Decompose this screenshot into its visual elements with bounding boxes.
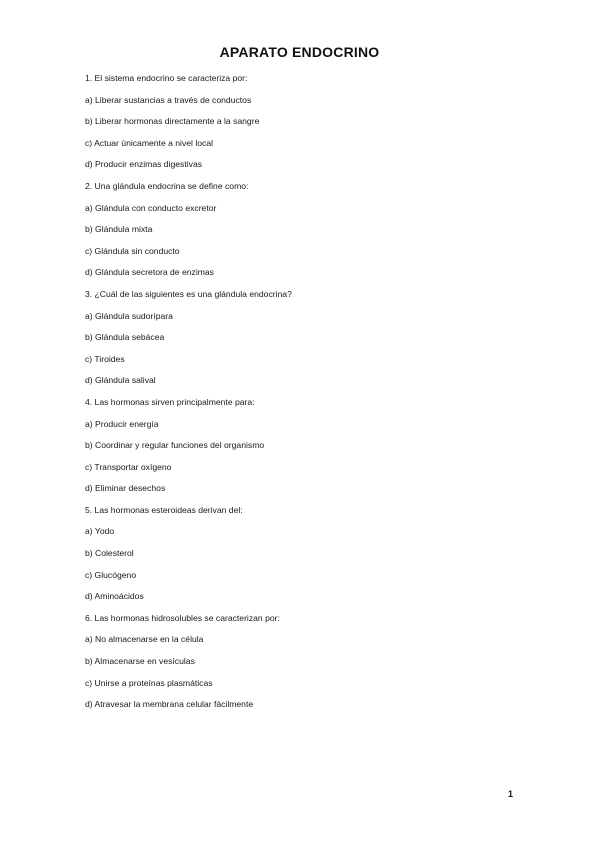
answer-option-a: a) Glándula con conducto excretor [85,202,217,213]
answer-option-c: c) Actuar únicamente a nivel local [85,137,214,148]
answer-option-b: b) Glándula mixta [85,224,153,235]
answer-option-d: d) Producir enzimas digestivas [85,159,203,170]
answer-option-c: c) Glucógeno [85,569,137,580]
question-text: 5. Las hormonas esteroideas derivan del: [85,504,243,515]
page-number: 1 [508,789,514,799]
answer-option-d: d) Glándula secretora de enzimas [85,267,214,278]
answer-option-a: a) Producir energía [85,418,159,429]
question-text: 2. Una glándula endocrina se define como: [85,180,249,191]
question-4 [85,397,525,493]
question-2 [85,181,525,277]
question-text: 3. ¿Cuál de las siguientes es una glándula endocrina? [85,288,292,299]
answer-option-a: a) Yodo [85,526,115,537]
question-1 [85,73,525,169]
question-list [85,73,525,721]
answer-option-c: c) Glándula sin conducto [85,245,180,256]
answer-option-a: a) No almacenarse en la célula [85,634,204,645]
question-text: 6. Las hormonas hidrosolubles se caracterizan por: [85,612,280,623]
answer-option-b: b) Coordinar y regular funciones del organismo [85,440,265,451]
answer-option-b: b) Liberar hormonas directamente a la sangre [85,116,260,127]
answer-option-c: c) Transportar oxígeno [85,461,172,472]
question-5 [85,505,525,601]
answer-option-d: d) Aminoácidos [85,591,144,602]
answer-option-c: c) Unirse a proteínas plasmáticas [85,677,213,688]
answer-option-b: b) Colesterol [85,548,134,559]
document-title: APARATO ENDOCRINO [219,44,380,60]
answer-option-b: b) Glándula sebácea [85,332,165,343]
answer-option-a: a) Liberar sustancias a través de conductos [85,94,252,105]
answer-option-a: a) Glándula sudorípara [85,310,173,321]
answer-option-d: d) Atravesar la membrana celular fácilmente [85,699,254,710]
answer-option-b: b) Almacenarse en vesículas [85,656,195,667]
question-3 [85,289,525,385]
answer-option-d: d) Glándula salival [85,375,156,386]
answer-option-d: d) Eliminar desechos [85,483,166,494]
question-6 [85,613,525,709]
question-text: 1. El sistema endocrino se caracteriza por: [85,73,248,83]
answer-option-c: c) Tiroides [85,353,125,364]
question-text: 4. Las hormonas sirven principalmente para: [85,396,255,407]
